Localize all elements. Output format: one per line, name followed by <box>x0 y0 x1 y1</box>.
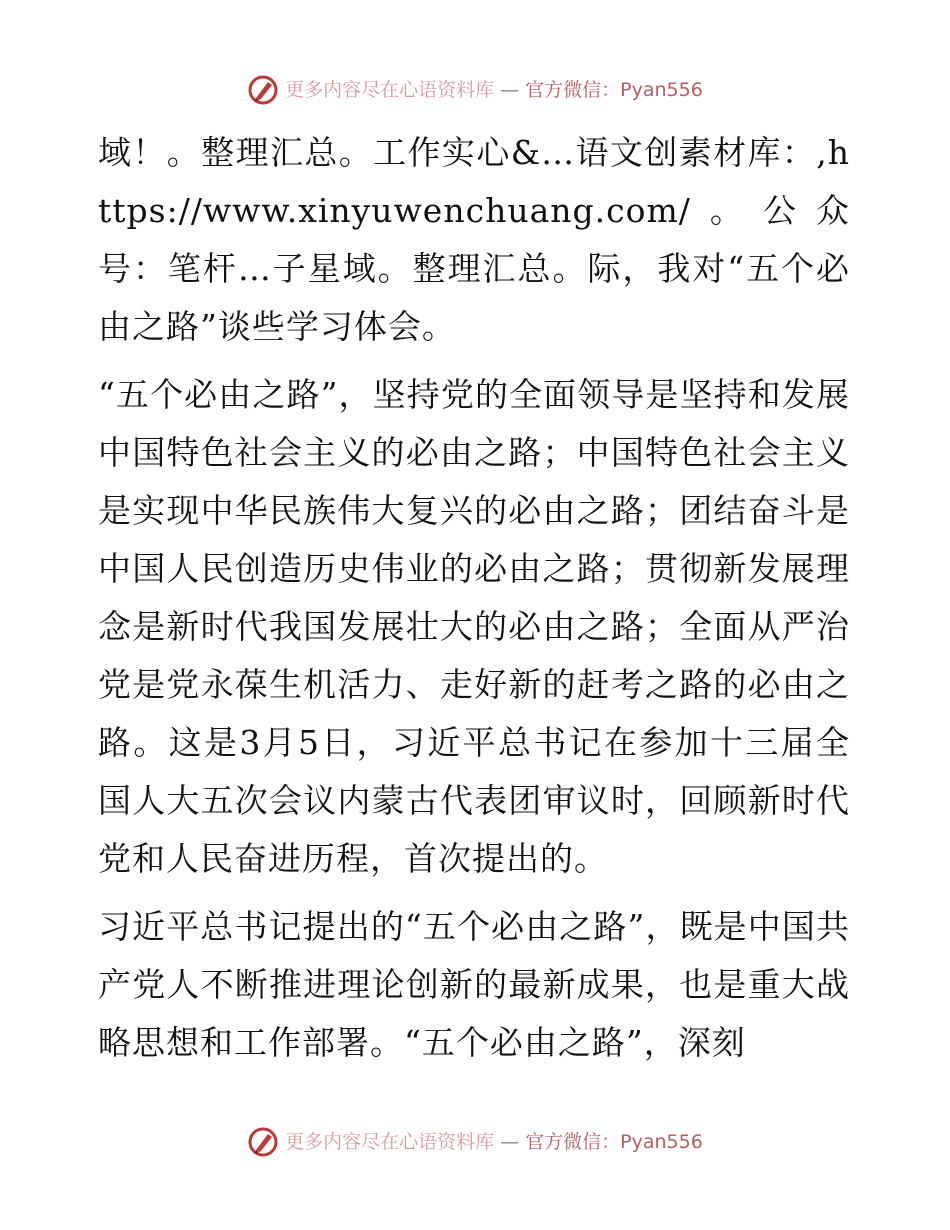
pen-circle-logo-icon <box>247 1126 279 1158</box>
banner-separator: — <box>500 1131 520 1153</box>
banner-text: 更多内容尽在心语资料库 <box>285 79 495 101</box>
document-body <box>98 124 850 1082</box>
pen-circle-logo-icon <box>247 74 279 106</box>
paragraph-1: 域！。整理汇总。工作实心&…语文创素材库：,https://www.xinyuwenchuang.com/。公众号：笔杆…子星域。整理汇总。际，我对“五个必由之路”谈些学习体会。 <box>98 133 850 346</box>
banner-text: 更多内容尽在心语资料库 <box>285 1131 495 1153</box>
banner-contact: 官方微信：Pyan556 <box>525 79 703 101</box>
banner-contact: 官方微信：Pyan556 <box>525 1131 703 1153</box>
footer-watermark-banner <box>0 1126 950 1158</box>
banner-separator: — <box>500 79 520 101</box>
header-watermark-banner <box>0 74 950 106</box>
paragraph-3: 习近平总书记提出的“五个必由之路”，既是中国共产党人不断推进理论创新的最新成果，也是重大战略思想和工作部署。“五个必由之路”，深刻 <box>98 907 850 1062</box>
paragraph-2: “五个必由之路”，坚持党的全面领导是坚持和发展中国特色社会主义的必由之路；中国特色社会主义是实现中华民族伟大复兴的必由之路；团结奋斗是中国人民创造历史伟业的必由之路；贯彻新发展理念是新时代我国发展壮大的必由之路；全面从严治党是党永葆生机活力、走好新的赶考之路的必由之路。这是3月5日，习近平总书记在参加十三届全国人大五次会议内蒙古代表团审议时，回顾新时代党和人民奋进历程，首次提出的。 <box>98 375 850 878</box>
